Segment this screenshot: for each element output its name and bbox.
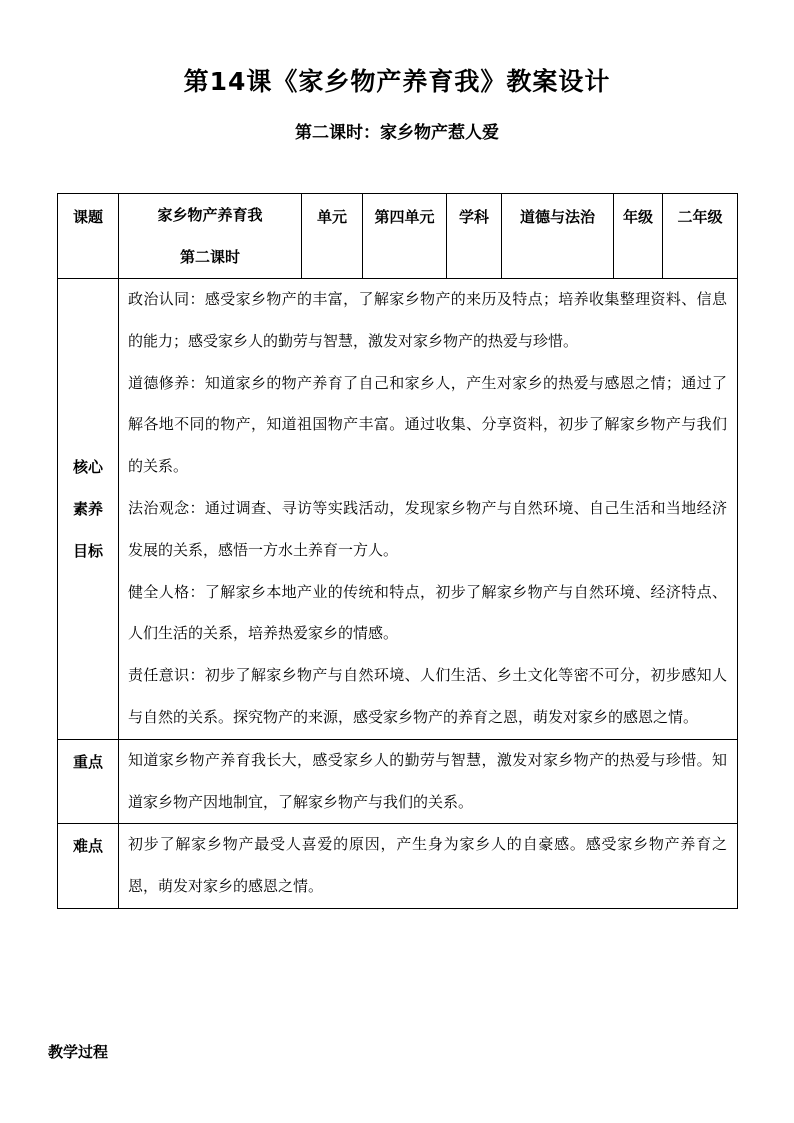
key-points-label: 重点 [58, 739, 119, 824]
document-title: 第14课《家乡物产养育我》教案设计 [183, 67, 611, 96]
core-goals-label [58, 279, 119, 740]
unit-label: 单元 [302, 194, 363, 279]
difficult-points-text: 初步了解家乡物产最受人喜爱的原因，产生身为家乡人的自豪感。感受家乡物产养育之恩，萌发对家乡的感恩之情。 [119, 824, 738, 909]
grade-value: 二年级 [663, 194, 738, 279]
topic-value [119, 194, 302, 279]
key-points-text: 知道家乡物产养育我长大，感受家乡人的勤劳与智慧，激发对家乡物产的热爱与珍惜。知道家乡物产因地制宜，了解家乡物产与我们的关系。 [119, 739, 738, 824]
subject-label: 学科 [447, 194, 502, 279]
topic-label: 课题 [58, 194, 119, 279]
teaching-process-heading: 教学过程 [48, 1043, 109, 1061]
difficult-points-label: 难点 [58, 824, 119, 909]
core-goals-label-line2: 素养 [72, 499, 103, 518]
lesson-plan-table [57, 193, 738, 909]
difficult-points-row [58, 824, 738, 909]
unit-value: 第四单元 [363, 194, 447, 279]
goal-political-identity: 政治认同：感受家乡物产的丰富，了解家乡物产的来历及特点；培养收集整理资料、信息的能力；感受家乡人的勤劳与智慧，激发对家乡物产的热爱与珍惜。 [128, 290, 727, 350]
topic-value-line1: 家乡物产养育我 [157, 206, 263, 224]
core-goals-label-line1: 核心 [72, 457, 103, 476]
topic-value-line2: 第二课时 [179, 248, 240, 266]
key-points-row [58, 739, 738, 824]
core-goals-row [58, 279, 738, 740]
goal-rule-of-law: 法治观念：通过调查、寻访等实践活动，发现家乡物产与自然环境、自己生活和当地经济发展的关系，感悟一方水土养育一方人。 [128, 498, 727, 559]
subject-value: 道德与法治 [502, 194, 614, 279]
core-goals-label-line3: 目标 [72, 541, 103, 560]
grade-label: 年级 [614, 194, 663, 279]
document-subtitle: 第二课时：家乡物产惹人爱 [295, 123, 499, 143]
goal-sound-personality: 健全人格：了解家乡本地产业的传统和特点，初步了解家乡物产与自然环境、经济特点、人们生活的关系，培养热爱家乡的情感。 [128, 582, 727, 643]
goal-responsibility: 责任意识：初步了解家乡物产与自然环境、人们生活、乡土文化等密不可分，初步感知人与自然的关系。探究物产的来源，感受家乡物产的养育之恩，萌发对家乡的感恩之情。 [128, 666, 727, 726]
table-header-row [58, 194, 738, 279]
core-goals-content [119, 279, 738, 740]
goal-moral-cultivation: 道德修养：知道家乡的物产养育了自己和家乡人，产生对家乡的热爱与感恩之情；通过了解各地不同的物产，知道祖国物产丰富。通过收集、分享资料，初步了解家乡物产与我们的关系。 [128, 373, 727, 476]
